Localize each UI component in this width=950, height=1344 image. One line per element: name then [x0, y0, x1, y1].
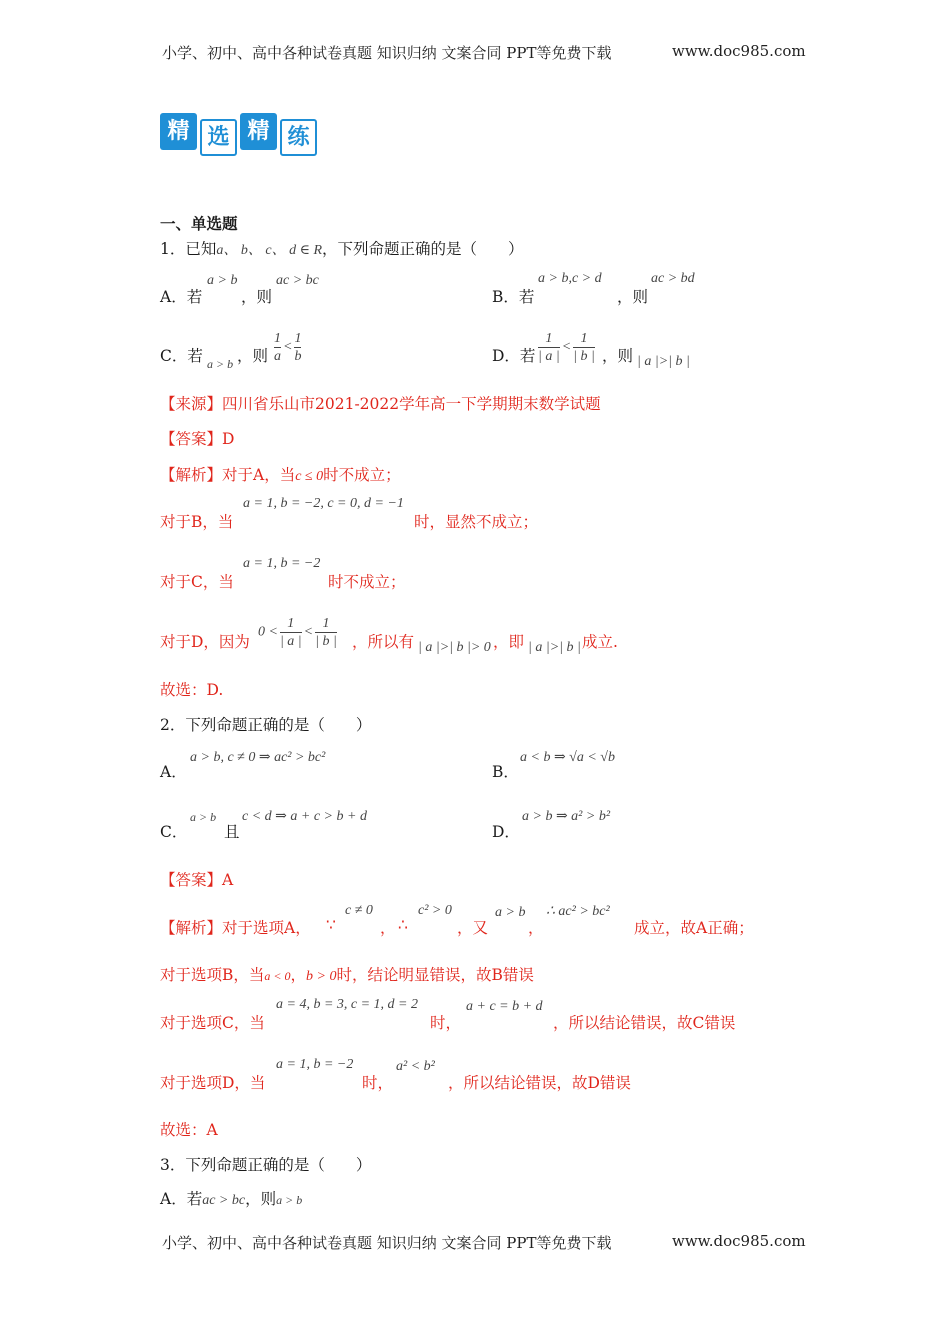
q2-stem: 2．下列命题正确的是（ ）: [160, 716, 372, 734]
q1-option-b: B．若: [492, 288, 535, 306]
q2-exp-1-therefore: ∴: [398, 916, 408, 934]
q2-d-math: a > b ⇒ a² > b²: [522, 809, 611, 824]
q1-d-concl: | a |>| b |: [637, 354, 690, 369]
q1-exp-4-mid2: ，即: [493, 633, 525, 651]
q2-exp-1-post: 成立，故A正确；: [634, 919, 754, 937]
q1-d-mid: ，则: [602, 347, 634, 365]
footer-text: 小学、初中、高中各种试卷真题 知识归纳 文案合同 PPT等免费下载: [162, 1234, 612, 1252]
q1-exp-4: 对于D，因为: [160, 633, 250, 651]
q1-exp-3-post: 时不成立；: [328, 573, 406, 591]
q2-exp-4-m1: a = 1, b = −2: [276, 1057, 354, 1072]
q1-exp-4-post: 成立.: [582, 633, 618, 651]
q1-d-cond: $\frac{1}{| a |}$ < $\frac{1}{| b |}$: [538, 331, 595, 364]
q2-answer: 【答案】A: [160, 871, 234, 889]
q2-exp-5: 故选：A: [160, 1121, 218, 1139]
q3-stem: 3．下列命题正确的是（ ）: [160, 1156, 372, 1174]
q2-exp-1-m3: a > b: [495, 905, 526, 920]
q2-exp-1-m2: c² > 0: [418, 903, 452, 918]
q2-c-and: 且: [224, 823, 240, 841]
q1-exp-2-math: a = 1, b = −2, c = 0, d = −1: [243, 496, 404, 511]
q2-exp-3: 对于选项C，当: [160, 1014, 265, 1032]
q1-a-mid: ，则: [241, 288, 273, 306]
q1-exp-4-m2: | a |>| b |> 0: [418, 640, 491, 655]
q1-exp-2: 对于B，当: [160, 513, 234, 531]
q1-c-cond: a > b: [207, 357, 234, 371]
footer-url[interactable]: www.doc985.com: [672, 1232, 806, 1250]
q2-exp-4-mid: 时，: [362, 1074, 394, 1092]
q1-exp-4-m3: | a |>| b |: [528, 640, 581, 655]
q1-a-concl: ac > bc: [276, 273, 319, 288]
q1-exp-4-mid: ，所以有: [352, 633, 415, 651]
q1-b-mid: ，则: [617, 288, 649, 306]
badge-char-4: 练: [280, 113, 319, 157]
q2-exp-1: 【解析】对于选项A，: [160, 919, 311, 937]
q1-b-concl: ac > bd: [651, 271, 695, 286]
q1-stem: 1．已知a、 b、 c、 d ∈ R，下列命题正确的是（ ）: [160, 240, 524, 258]
q2-exp-2: 对于选项B，当a < 0，b > 0时，结论明显错误，故B错误: [160, 966, 534, 984]
q1-option-c: C．若: [160, 347, 203, 365]
q2-b-math: a < b ⇒ √a < √b: [520, 750, 615, 765]
q2-exp-1-c2: ，又: [457, 919, 489, 937]
q3-option-a: A．若ac > bc，则a > b: [160, 1190, 303, 1208]
q2-option-b: B．: [492, 763, 519, 781]
badge-char-2: 选: [200, 113, 239, 157]
q1-option-d: D．若: [492, 347, 536, 365]
header-text: 小学、初中、高中各种试卷真题 知识归纳 文案合同 PPT等免费下载: [162, 44, 612, 62]
q2-c-m2: c < d ⇒ a + c > b + d: [242, 809, 367, 824]
q2-exp-4: 对于选项D，当: [160, 1074, 266, 1092]
q1-exp-5: 故选：D.: [160, 681, 224, 699]
q2-exp-1-m1: c ≠ 0: [345, 903, 373, 918]
q2-a-math: a > b, c ≠ 0 ⇒ ac² > bc²: [190, 750, 326, 765]
q1-exp-2-post: 时，显然不成立；: [414, 513, 539, 531]
q1-exp-4-ineq: 0 < $\frac{1}{| a |}$ < $\frac{1}{| b |}$: [258, 616, 337, 649]
header-url[interactable]: www.doc985.com: [672, 42, 806, 60]
q1-exp-1: 【解析】对于A，当c ≤ 0时不成立；: [160, 466, 401, 484]
q1-option-a: A．若: [160, 288, 203, 306]
q1-b-cond: a > b,c > d: [538, 271, 602, 286]
q2-exp-3-m2: a + c = b + d: [466, 999, 543, 1014]
q1-answer: 【答案】D: [160, 430, 235, 448]
q1-exp-3: 对于C，当: [160, 573, 234, 591]
q2-exp-3-post: ，所以结论错误，故C错误: [553, 1014, 736, 1032]
q2-exp-4-post: ，所以结论错误，故D错误: [448, 1074, 631, 1092]
q2-exp-3-m1: a = 4, b = 3, c = 1, d = 2: [276, 997, 419, 1012]
q1-c-mid: ，则: [237, 347, 269, 365]
q2-exp-1-m4: ∴ ac² > bc²: [546, 904, 610, 919]
badge-char-1: 精: [160, 113, 199, 157]
badge-char-3: 精: [240, 113, 279, 157]
q2-exp-3-mid: 时，: [430, 1014, 462, 1032]
section-title: 一、单选题: [160, 214, 238, 233]
q1-c-concl: $\frac{1}{a}$ < $\frac{1}{b}$: [274, 331, 302, 364]
q1-a-cond: a > b: [207, 273, 238, 288]
q2-option-c: C．: [160, 823, 188, 841]
q1-source: 【来源】四川省乐山市2021-2022学年高一下学期期末数学试题: [160, 395, 601, 413]
q2-exp-1-c3: ，: [528, 919, 544, 937]
q1-exp-3-math: a = 1, b = −2: [243, 556, 321, 571]
q2-option-d: D．: [492, 823, 520, 841]
q2-option-a: A．: [160, 763, 187, 781]
q2-exp-4-m2: a² < b²: [396, 1059, 435, 1074]
q2-exp-1-c1: ，: [380, 919, 396, 937]
q2-c-m1: a > b: [190, 810, 217, 824]
q2-exp-1-because: ∵: [326, 916, 336, 934]
